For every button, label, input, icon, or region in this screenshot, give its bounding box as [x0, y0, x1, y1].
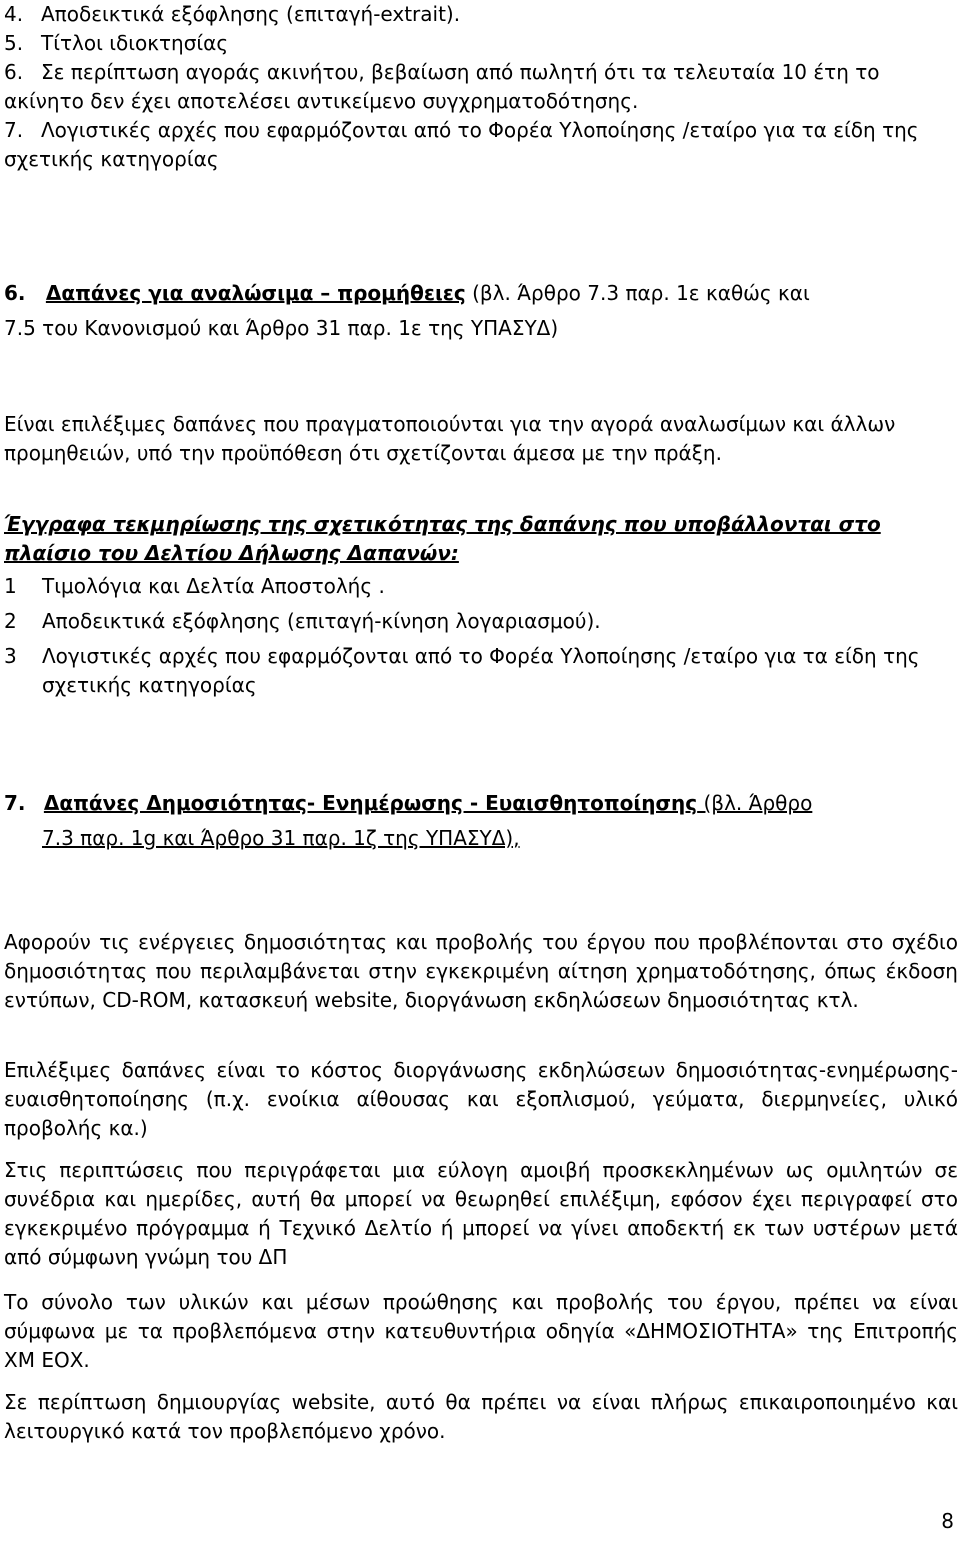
list-number: 2: [4, 609, 17, 633]
list-number: 1: [4, 574, 17, 598]
page-number: 8: [941, 1509, 954, 1533]
section-7-paragraph-5: [4, 1388, 958, 1446]
section-number: 6.: [4, 281, 26, 305]
section-reference-cont: 7.3 παρ. 1g και Άρθρο 31 παρ. 1ζ της ΥΠΑΣΥΔ),: [42, 826, 520, 850]
section-7-paragraph-2: [4, 1056, 958, 1143]
top-list: [4, 0, 958, 174]
section-7-heading: [4, 786, 958, 856]
section-number: 7.: [4, 791, 26, 815]
section-reference: (βλ. Άρθρο 7.3 παρ. 1ε καθώς και: [465, 281, 810, 305]
section-title: Δαπάνες Δημοσιότητας- Ενημέρωσης - Ευαισθητοποίησης: [43, 791, 698, 815]
section-7-paragraph-1: [4, 928, 958, 1015]
paragraph: Επιλέξιμες δαπάνες είναι το κόστος διοργάνωσης εκδηλώσεων δημοσιότητας-ενημέρωσης-ευαισθητοποίησης (π.χ. ενοίκια αίθουσας και εξοπλισμού, γεύματα, διερμηνείες, υλικό προβολής κα.): [4, 1058, 958, 1140]
section-title: Δαπάνες για αναλώσιμα – προμήθειες: [45, 281, 466, 305]
list-item: [4, 607, 958, 636]
section-6-heading: [4, 276, 958, 346]
list-item: [4, 58, 958, 116]
list-item: [4, 642, 958, 700]
list-number: 4.: [4, 2, 24, 26]
section-reference-cont: 7.5 του Κανονισμού και Άρθρο 31 παρ. 1ε της ΥΠΑΣΥΔ): [4, 316, 559, 340]
list-number: 6.: [4, 60, 24, 84]
list-item: [4, 116, 958, 174]
list-item: [4, 0, 958, 29]
list-text: Λογιστικές αρχές που εφαρμόζονται από το Φορέα Υλοποίησης /εταίρο για τα είδη της σχετικής κατηγορίας: [4, 118, 919, 171]
paragraph: Το σύνολο των υλικών και μέσων προώθησης και προβολής του έργου, πρέπει να είναι σύμφωνα με τα προβλεπόμενα στην κατευθυντήρια οδηγία «ΔΗΜΟΣΙΟΤΗΤΑ» της Επιτροπής ΧΜ ΕΟΧ.: [4, 1290, 958, 1372]
list-text: Τιμολόγια και Δελτία Αποστολής .: [42, 574, 385, 598]
docs-heading-text: Έγγραφα τεκμηρίωσης της σχετικότητας της δαπάνης που υποβάλλονται στο πλαίσιο του Δελτίου Δήλωσης Δαπανών:: [4, 512, 881, 565]
list-text: Αποδεικτικά εξόφλησης (επιταγή-extrait).: [41, 2, 461, 26]
list-text: Τίτλοι ιδιοκτησίας: [41, 31, 229, 55]
paragraph: Στις περιπτώσεις που περιγράφεται μια εύλογη αμοιβή προσκεκλημένων ως ομιλητών σε συνέδρια και ημερίδες, αυτή θα μπορεί να θεωρηθεί επιλέξιμη, εφόσον έχει περιγραφεί στο εγκεκριμένο πρόγραμμα ή Τεχνικό Δελτίο ή μπορεί να γίνει αποδεκτή εκ των υστέρων μετά από σύμφωνη γνώμη του ΔΠ: [4, 1158, 958, 1269]
list-text: Αποδεικτικά εξόφλησης (επιταγή-κίνηση λογαριασμού).: [42, 609, 601, 633]
list-text: Σε περίπτωση αγοράς ακινήτου, βεβαίωση από πωλητή ότι τα τελευταία 10 έτη το ακίνητο δεν έχει αποτελέσει αντικείμενο συγχρηματοδότησης.: [4, 60, 880, 113]
list-number: 7.: [4, 118, 24, 142]
section-7-paragraph-3: [4, 1156, 958, 1272]
paragraph: Αφορούν τις ενέργειες δημοσιότητας και προβολής του έργου που προβλέπονται στο σχέδιο δημοσιότητας που περιλαμβάνεται στην εγκεκριμένη αίτηση χρηματοδότησης, όπως έκδοση εντύπων, CD-ROM, κατασκευή website, διοργάνωση εκδηλώσεων δημοσιότητας κτλ.: [4, 930, 958, 1012]
list-item: [4, 572, 958, 601]
list-item: [4, 29, 958, 58]
docs-list: [4, 572, 958, 700]
paragraph: Είναι επιλέξιμες δαπάνες που πραγματοποιούνται για την αγορά αναλωσίμων και άλλων προμηθειών, υπό την προϋπόθεση ότι σχετίζονται άμεσα με την πράξη.: [4, 412, 896, 465]
paragraph: Σε περίπτωση δημιουργίας website, αυτό θα πρέπει να είναι πλήρως επικαιροποιημένο και λειτουργικό κατά τον προβλεπόμενο χρόνο.: [4, 1390, 958, 1443]
list-text: Λογιστικές αρχές που εφαρμόζονται από το Φορέα Υλοποίησης /εταίρο για τα είδη της σχετικής κατηγορίας: [42, 644, 920, 697]
section-6-body: [4, 410, 958, 468]
list-number: 5.: [4, 31, 24, 55]
section-reference: (βλ. Άρθρο: [697, 791, 813, 815]
list-number: 3: [4, 644, 17, 668]
docs-heading: [4, 510, 958, 568]
section-7-paragraph-4: [4, 1288, 958, 1375]
